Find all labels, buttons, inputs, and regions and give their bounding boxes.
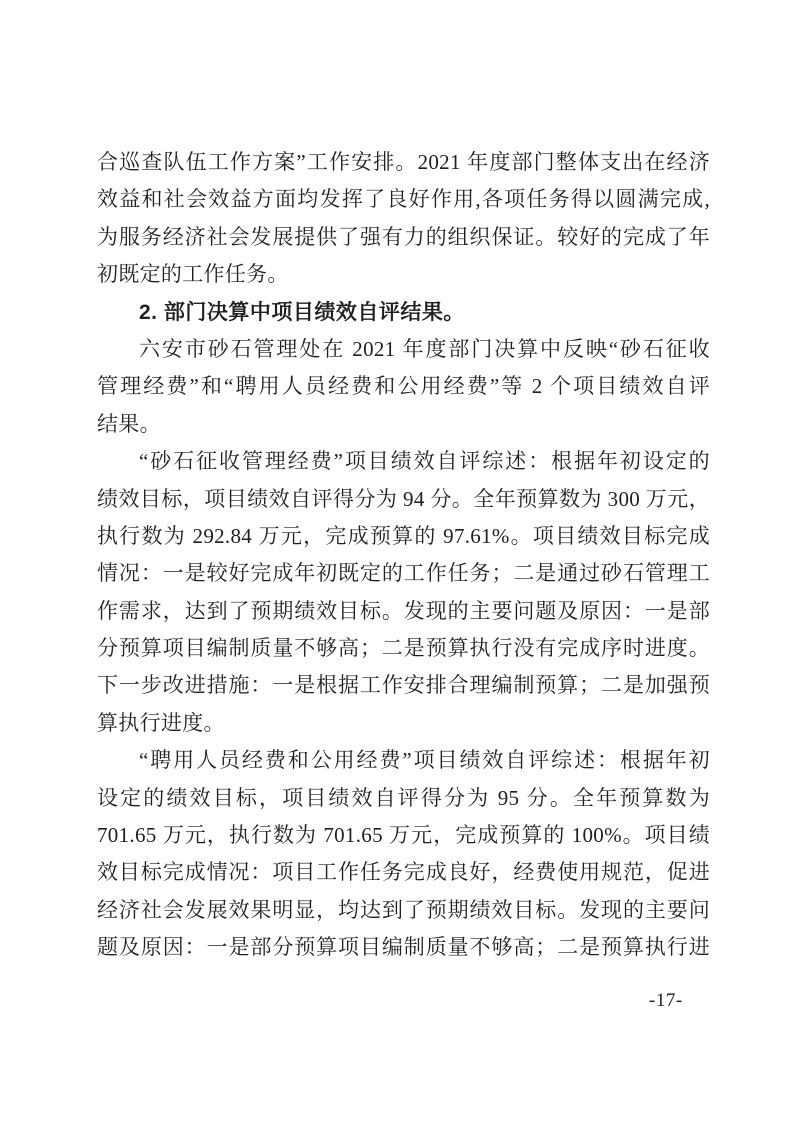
paragraph-hired-personnel-public-fund-line-1: “聘用人员经费和公用经费”项目绩效自评综述：根据年初 — [139, 748, 710, 773]
heading-project-self-evaluation-line-1: 2. 部门决算中项目绩效自评结果。 — [139, 300, 465, 324]
paragraph-sand-levy-management-fund-line-2: 绩效目标，项目绩效自评得分为 94 分。全年预算数为 300 万元， — [97, 486, 710, 511]
paragraph-sand-levy-management-fund-line-3: 执行数为 292.84 万元，完成预算的 97.61%。项目绩效目标完成 — [97, 523, 710, 548]
paragraph-hired-personnel-public-fund-line-3: 701.65 万元，执行数为 701.65 万元，完成预算的 100%。项目绩 — [97, 823, 710, 848]
document-body — [97, 144, 710, 967]
paragraph-two-projects-intro-line-1: 六安市砂石管理处在 2021 年度部门决算中反映“砂石征收 — [139, 336, 710, 361]
paragraph-sand-levy-management-fund-line-4: 情况：一是较好完成年初既定的工作任务；二是通过砂石管理工 — [97, 561, 710, 586]
paragraph-hired-personnel-public-fund-line-2: 设定的绩效目标，项目绩效自评得分为 95 分。全年预算数为 — [97, 785, 710, 810]
paragraph-sand-levy-management-fund-line-1: “砂石征收管理经费”项目绩效自评综述：根据年初设定的 — [139, 449, 710, 474]
paragraph-two-projects-intro-line-2: 管理经费”和“聘用人员经费和公用经费”等 2 个项目绩效自评 — [97, 374, 710, 399]
paragraph-hired-personnel-public-fund-line-6: 题及原因：一是部分预算项目编制质量不够高；二是预算执行进 — [97, 935, 710, 960]
paragraph-overall-expenditure-line-2: 效益和社会效益方面均发挥了良好作用,各项任务得以圆满完成, — [97, 187, 710, 212]
paragraph-sand-levy-management-fund-line-6: 分预算项目编制质量不够高；二是预算执行没有完成序时进度。 — [97, 636, 710, 661]
paragraph-sand-levy-management-fund-line-8: 算执行进度。 — [97, 710, 225, 735]
paragraph-hired-personnel-public-fund-line-4: 效目标完成情况：项目工作任务完成良好，经费使用规范，促进 — [97, 860, 710, 885]
paragraph-overall-expenditure-line-4: 初既定的工作任务。 — [97, 262, 289, 287]
paragraph-hired-personnel-public-fund-line-5: 经济社会发展效果明显，均达到了预期绩效目标。发现的主要问 — [97, 897, 710, 922]
paragraph-overall-expenditure-line-1: 合巡查队伍工作方案”工作安排。2021 年度部门整体支出在经济 — [97, 150, 710, 174]
paragraph-two-projects-intro-line-3: 结果。 — [97, 411, 161, 436]
paragraph-overall-expenditure-line-3: 为服务经济社会发展提供了强有力的组织保证。较好的完成了年 — [97, 224, 710, 249]
paragraph-sand-levy-management-fund-line-7: 下一步改进措施：一是根据工作安排合理编制预算；二是加强预 — [97, 673, 710, 698]
paragraph-sand-levy-management-fund-line-5: 作需求，达到了预期绩效目标。发现的主要问题及原因：一是部 — [97, 598, 710, 623]
page-number: -17- — [649, 990, 683, 1011]
